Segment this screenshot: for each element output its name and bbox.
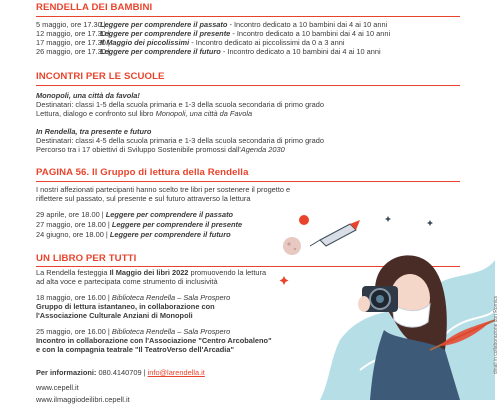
event-date: 29 aprile, ore 18.00 |	[36, 210, 104, 219]
program-description	[36, 109, 252, 118]
star-icon	[427, 220, 433, 226]
event-date: 25 maggio, ore 16.00 |	[36, 327, 110, 336]
star-icon	[385, 216, 391, 222]
intro-line: riflettere sul passato, sul presente e sul futuro attraverso la lettura	[36, 194, 251, 203]
moon-icon	[283, 237, 301, 255]
contact-email-link[interactable]: info@larendella.it	[147, 368, 205, 377]
program-description-text: Lettura, dialogo e confronto sul libro	[36, 109, 156, 118]
program-description-text: Percorso tra i 17 obiettivi di Sviluppo Sostenibile promossi dall'	[36, 145, 241, 154]
event-detail	[36, 345, 234, 354]
section-heading-scuole: INCONTRI PER LE SCUOLE	[36, 71, 165, 82]
contact-line: Per informazioni: 080.4140709 | info@larendella.it	[36, 368, 205, 377]
event-row	[36, 293, 230, 302]
event-date: 24 giugno, ore 18.00 |	[36, 230, 108, 239]
divider	[36, 16, 460, 17]
event-name: Il Maggio dei libri 2022	[109, 268, 189, 277]
event-date: 26 maggio, ore 17.30 |	[36, 47, 110, 56]
intro-text: promuovendo la lettura	[188, 268, 267, 277]
event-row	[36, 230, 231, 239]
event-description: - Incontro dedicato ai piccolissimi da 0 a 3 anni	[191, 38, 345, 47]
star-icon	[280, 276, 289, 285]
intro-line	[36, 268, 266, 277]
website-link-1[interactable]: www.cepell.it	[36, 383, 79, 392]
event-date: 12 maggio, ore 17.30 |	[36, 29, 110, 38]
section-heading-libro: UN LIBRO PER TUTTI	[36, 253, 137, 264]
event-title: Leggere per comprendere il passato	[100, 20, 228, 29]
program-title: In Rendella, tra presente e futuro	[36, 127, 152, 136]
photographer-illustration	[280, 180, 495, 400]
contact-phone: 080.4140709	[98, 368, 142, 377]
event-detail	[36, 336, 272, 345]
event-title: Leggere per comprendere il passato	[105, 210, 234, 219]
intro-line: I nostri affezionati partecipanti hanno scelto tre libri per sostenere il progetto e	[36, 185, 291, 194]
program-description	[36, 145, 285, 154]
event-detail-text: Gruppo di lettura istantaneo, in collaborazione con	[36, 302, 215, 311]
book-title: Monopoli, una città da Favola	[155, 109, 253, 118]
program-recipients: Destinatari: classi 4-5 della scuola primaria e 1-3 della scuola secondaria di primo grado	[36, 136, 324, 145]
website-link-2[interactable]: www.ilmaggiodeilibri.cepell.it	[36, 395, 130, 404]
event-description: - Incontro dedicato a 10 bambini dai 4 ai 10 anni	[232, 29, 391, 38]
event-place: Biblioteca Rendella – Sala Prospero	[111, 293, 231, 302]
event-row	[36, 220, 242, 229]
event-row	[36, 327, 230, 336]
event-date: 18 maggio, ore 16.00 |	[36, 293, 110, 302]
event-place: Biblioteca Rendella – Sala Prospero	[111, 327, 231, 336]
illustration-credit: dinali in collaborazione con Romics	[493, 296, 499, 375]
divider	[36, 85, 460, 86]
event-title: Il Maggio dei piccolissimi	[100, 38, 190, 47]
event-row	[36, 38, 344, 47]
event-description: - Incontro dedicato a 10 bambini dai 4 ai 10 anni	[222, 47, 381, 56]
event-row	[36, 210, 233, 219]
event-detail-text: l'Associazione Culturale Anziani di Monopoli	[36, 311, 193, 320]
program-recipients: Destinatari: classi 1-5 della scuola primaria e 1-3 della scuola secondaria di primo grado	[36, 100, 324, 109]
intro-line: ad alta voce e partecipata come strumento di inclusività	[36, 277, 218, 286]
event-date: 27 maggio, ore 18.00 |	[36, 220, 110, 229]
event-title: Leggere per comprendere il futuro	[109, 230, 231, 239]
event-title: Leggere per comprendere il futuro	[100, 47, 221, 56]
intro-text: La Rendella festeggia	[36, 268, 110, 277]
program-title: Monopoli, una città da favola!	[36, 91, 140, 100]
dot-accent	[299, 215, 309, 225]
event-date: 5 maggio, ore 17.30 |	[36, 20, 106, 29]
event-row	[36, 29, 390, 38]
event-detail	[36, 302, 215, 311]
event-detail-text: e con la compagnia teatrale "Il TeatroVerso dell'Arcadia"	[36, 345, 234, 354]
rocket-icon	[310, 220, 360, 246]
contact-label: Per informazioni:	[36, 368, 97, 377]
event-date: 17 maggio, ore 17.30 |	[36, 38, 110, 47]
section-heading-pagina: PAGINA 56. Il Gruppo di lettura della Rendella	[36, 167, 249, 178]
event-row	[36, 20, 387, 29]
event-detail	[36, 311, 193, 320]
event-detail-text: Incontro in collaborazione con l'Associazione "Centro Arcobaleno"	[36, 336, 272, 345]
event-row	[36, 47, 381, 56]
event-description: - Incontro dedicato a 10 bambini dai 4 ai 10 anni	[229, 20, 388, 29]
agenda-title: Agenda 2030	[240, 145, 285, 154]
section-heading-bambini: RENDELLA DEI BAMBINI	[36, 2, 153, 13]
event-title: Leggere per comprendere il presente	[111, 220, 243, 229]
event-title: Leggere per comprendere il presente	[100, 29, 231, 38]
